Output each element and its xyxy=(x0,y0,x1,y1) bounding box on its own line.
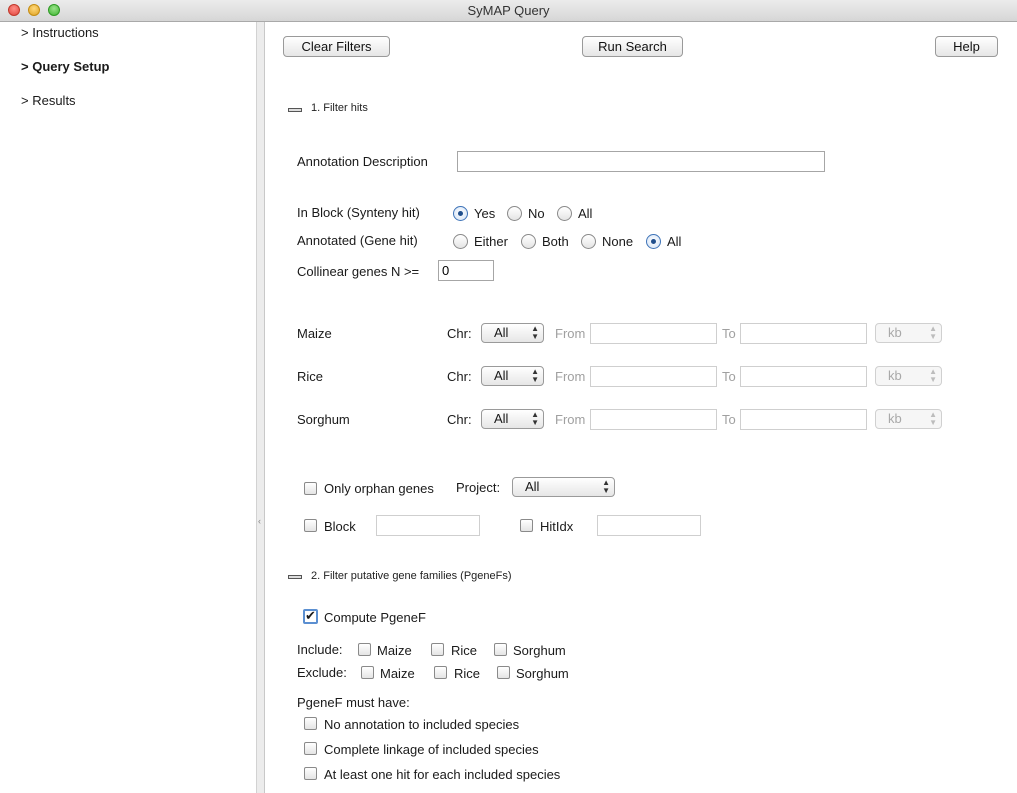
window-title: SyMAP Query xyxy=(467,3,550,18)
include-maize-label: Maize xyxy=(377,643,412,658)
project-value: All xyxy=(525,479,540,494)
sorghum-from-input[interactable] xyxy=(590,409,717,430)
run-search-button[interactable]: Run Search xyxy=(582,36,683,57)
include-maize-checkbox[interactable] xyxy=(358,643,371,656)
include-label: Include: xyxy=(297,642,343,657)
include-rice-checkbox[interactable] xyxy=(431,643,444,656)
no-annotation-checkbox[interactable] xyxy=(304,717,317,730)
collinear-genes-label: Collinear genes N >= xyxy=(297,264,420,279)
annotated-either-radio[interactable] xyxy=(453,234,468,249)
select-arrows-icon: ▲ ▼ xyxy=(531,367,539,384)
block-input[interactable] xyxy=(376,515,480,536)
no-annotation-label: No annotation to included species xyxy=(324,717,520,732)
exclude-maize-label: Maize xyxy=(380,666,415,681)
block-checkbox[interactable] xyxy=(304,519,317,532)
select-arrows-icon: ▲ ▼ xyxy=(531,324,539,341)
maize-chr-select[interactable] xyxy=(481,323,544,343)
from-label: From xyxy=(555,412,586,427)
hitidx-checkbox[interactable] xyxy=(520,519,533,532)
exclude-sorghum-label: Sorghum xyxy=(516,666,569,681)
maize-chr-value: All xyxy=(494,325,509,340)
section2-collapse-icon[interactable] xyxy=(288,575,302,579)
section1-collapse-icon[interactable] xyxy=(288,108,302,112)
chr-label: Chr: xyxy=(447,412,472,427)
title-bar xyxy=(0,0,1017,22)
in-block-all-radio[interactable] xyxy=(557,206,572,221)
annotated-none-radio[interactable] xyxy=(581,234,596,249)
in-block-no-label: No xyxy=(528,206,545,221)
compute-pgenef-checkbox[interactable] xyxy=(303,609,318,624)
hitidx-input[interactable] xyxy=(597,515,701,536)
only-orphan-genes-checkbox[interactable] xyxy=(304,482,317,495)
exclude-maize-checkbox[interactable] xyxy=(361,666,374,679)
annotation-description-label: Annotation Description xyxy=(297,154,428,169)
exclude-sorghum-checkbox[interactable] xyxy=(497,666,510,679)
from-label: From xyxy=(555,369,586,384)
select-arrows-icon: ▲ ▼ xyxy=(929,324,937,341)
species-maize-label: Maize xyxy=(297,326,332,341)
collinear-genes-input[interactable] xyxy=(438,260,494,281)
at-least-one-hit-checkbox[interactable] xyxy=(304,767,317,780)
annotated-all-radio[interactable] xyxy=(646,234,661,249)
rice-unit-select[interactable] xyxy=(875,366,942,386)
sidebar xyxy=(0,22,256,793)
maize-to-input[interactable] xyxy=(740,323,867,344)
in-block-label: In Block (Synteny hit) xyxy=(297,205,420,220)
exclude-label: Exclude: xyxy=(297,665,347,680)
complete-linkage-label: Complete linkage of included species xyxy=(324,742,539,757)
in-block-no-radio[interactable] xyxy=(507,206,522,221)
sorghum-chr-value: All xyxy=(494,411,509,426)
annotated-either-label: Either xyxy=(474,234,508,249)
maize-unit-select[interactable] xyxy=(875,323,942,343)
species-sorghum-label: Sorghum xyxy=(297,412,350,427)
sorghum-unit-value: kb xyxy=(888,411,902,426)
include-sorghum-checkbox[interactable] xyxy=(494,643,507,656)
compute-pgenef-label: Compute PgeneF xyxy=(324,610,426,625)
sorghum-to-input[interactable] xyxy=(740,409,867,430)
sidebar-item-results[interactable]: > Results xyxy=(21,93,76,108)
annotated-both-radio[interactable] xyxy=(521,234,536,249)
include-rice-label: Rice xyxy=(451,643,478,658)
help-button[interactable]: Help xyxy=(935,36,998,57)
in-block-yes-label: Yes xyxy=(474,206,496,221)
query-setup-panel xyxy=(266,22,1017,793)
from-label: From xyxy=(555,326,586,341)
in-block-all-label: All xyxy=(578,206,593,221)
maize-from-input[interactable] xyxy=(590,323,717,344)
rice-unit-value: kb xyxy=(888,368,902,383)
sidebar-item-instructions[interactable]: > Instructions xyxy=(21,25,99,40)
sorghum-chr-select[interactable] xyxy=(481,409,544,429)
to-label: To xyxy=(722,369,736,384)
annotated-both-label: Both xyxy=(542,234,569,249)
rice-chr-select[interactable] xyxy=(481,366,544,386)
chr-label: Chr: xyxy=(447,326,472,341)
sidebar-item-query-setup[interactable]: > Query Setup xyxy=(21,59,110,74)
block-label: Block xyxy=(324,519,356,534)
section2-title: 2. Filter putative gene families (PgeneFs) xyxy=(311,570,512,582)
exclude-rice-checkbox[interactable] xyxy=(434,666,447,679)
select-arrows-icon: ▲ ▼ xyxy=(531,410,539,427)
select-arrows-icon: ▲ ▼ xyxy=(929,410,937,427)
rice-chr-value: All xyxy=(494,368,509,383)
sorghum-unit-select[interactable] xyxy=(875,409,942,429)
maize-unit-value: kb xyxy=(888,325,902,340)
project-label: Project: xyxy=(456,480,501,495)
clear-filters-button[interactable]: Clear Filters xyxy=(283,36,390,57)
project-select[interactable] xyxy=(512,477,615,497)
select-arrows-icon: ▲ ▼ xyxy=(929,367,937,384)
at-least-one-hit-label: At least one hit for each included species xyxy=(324,767,561,782)
section1-title: 1. Filter hits xyxy=(311,102,368,114)
to-label: To xyxy=(722,326,736,341)
select-arrows-icon: ▲ ▼ xyxy=(602,478,610,495)
include-sorghum-label: Sorghum xyxy=(513,643,566,658)
exclude-rice-label: Rice xyxy=(454,666,481,681)
annotated-label: Annotated (Gene hit) xyxy=(297,233,418,248)
only-orphan-genes-label: Only orphan genes xyxy=(324,481,434,496)
annotated-all-label: All xyxy=(667,234,682,249)
split-pane-divider[interactable] xyxy=(256,22,265,793)
rice-to-input[interactable] xyxy=(740,366,867,387)
chr-label: Chr: xyxy=(447,369,472,384)
hitidx-label: HitIdx xyxy=(540,519,574,534)
annotated-none-label: None xyxy=(602,234,634,249)
pgenef-must-have-label: PgeneF must have: xyxy=(297,695,410,710)
complete-linkage-checkbox[interactable] xyxy=(304,742,317,755)
annotation-description-input[interactable] xyxy=(457,151,825,172)
rice-from-input[interactable] xyxy=(590,366,717,387)
species-rice-label: Rice xyxy=(297,369,324,384)
to-label: To xyxy=(722,412,736,427)
in-block-yes-radio[interactable] xyxy=(453,206,468,221)
collapse-arrow-icon[interactable]: ‹ xyxy=(258,516,261,526)
